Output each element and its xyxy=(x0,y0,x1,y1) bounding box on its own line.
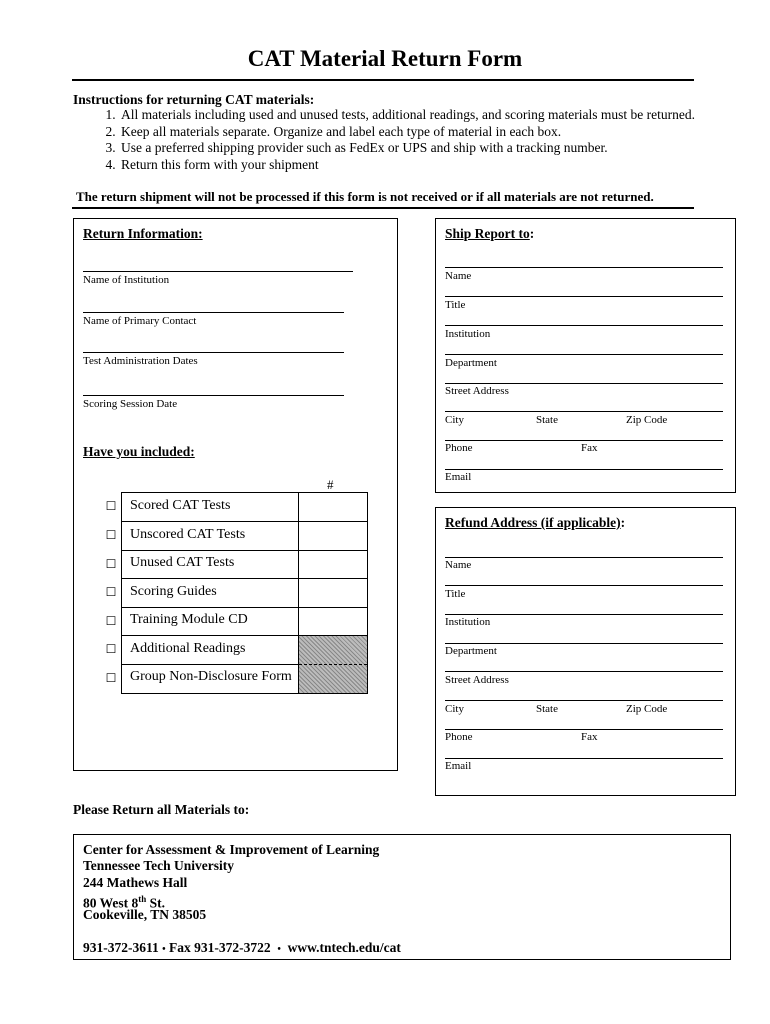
refund-state-label: State xyxy=(536,703,558,715)
ship-street-label: Street Address xyxy=(445,385,509,397)
refund-email-label: Email xyxy=(445,760,472,772)
ship-report-heading: Ship Report to: xyxy=(445,226,535,241)
item-training-cd: Training Module CD xyxy=(130,612,248,627)
refund-title-line[interactable] xyxy=(445,614,723,615)
return-information-heading: Return Information: xyxy=(83,226,203,241)
instruction-item: 2. Keep all materials separate. Organize and label each type of material in each box. xyxy=(119,124,719,141)
checkbox-unused-tests[interactable]: ☐ xyxy=(105,557,117,571)
ship-phone-label: Phone xyxy=(445,442,473,454)
instruction-item: 4. Return this form with your shipment xyxy=(119,157,719,174)
instruction-item: 1. All materials including used and unused tests, additional readings, and scoring materials must be returned. xyxy=(119,107,719,124)
refund-street-line[interactable] xyxy=(445,700,723,701)
address-city: Cookeville, TN 38505 xyxy=(83,907,207,922)
refund-phone-line[interactable] xyxy=(445,758,723,759)
phone-number: 931-372-3611 xyxy=(83,940,159,955)
ship-name-line[interactable] xyxy=(445,296,723,297)
ship-zip-label: Zip Code xyxy=(626,414,668,426)
website-link[interactable]: www.tntech.edu/cat xyxy=(287,940,401,955)
ship-city-line[interactable] xyxy=(445,440,723,441)
ship-phone-line[interactable] xyxy=(445,469,723,470)
primary-contact-line[interactable] xyxy=(83,312,344,313)
count-column-header: # xyxy=(327,477,334,492)
return-to-heading: Please Return all Materials to: xyxy=(73,802,250,817)
ship-institution-label: Institution xyxy=(445,328,491,340)
ship-department-label: Department xyxy=(445,357,497,369)
ship-title-line[interactable] xyxy=(445,325,723,326)
checkbox-training-cd[interactable]: ☐ xyxy=(105,614,117,628)
refund-title-label: Title xyxy=(445,588,466,600)
refund-department-label: Department xyxy=(445,645,497,657)
checkbox-additional-readings[interactable]: ☐ xyxy=(105,642,117,656)
refund-zip-label: Zip Code xyxy=(626,703,668,715)
refund-street-label: Street Address xyxy=(445,674,509,686)
ship-title-label: Title xyxy=(445,299,466,311)
refund-city-line[interactable] xyxy=(445,729,723,730)
refund-name-label: Name xyxy=(445,559,472,571)
instructions-list xyxy=(73,107,719,173)
item-group-nda: Group Non-Disclosure Form xyxy=(130,669,292,684)
count-scored-tests[interactable] xyxy=(299,493,365,520)
refund-institution-label: Institution xyxy=(445,616,491,628)
checkbox-scored-tests[interactable]: ☐ xyxy=(105,499,117,513)
instruction-item: 3. Use a preferred shipping provider such as FedEx or UPS and ship with a tracking number. xyxy=(119,140,719,157)
ship-institution-line[interactable] xyxy=(445,354,723,355)
ship-state-label: State xyxy=(536,414,558,426)
scoring-date-line[interactable] xyxy=(83,395,344,396)
refund-phone-label: Phone xyxy=(445,731,473,743)
item-unscored-tests: Unscored CAT Tests xyxy=(130,527,246,542)
address-university: Tennessee Tech University xyxy=(83,858,235,873)
institution-line[interactable] xyxy=(83,271,353,272)
title-divider xyxy=(72,79,694,81)
admin-dates-label: Test Administration Dates xyxy=(83,355,198,367)
instructions-heading: Instructions for returning CAT materials: xyxy=(73,92,315,107)
ship-street-line[interactable] xyxy=(445,411,723,412)
processing-warning: The return shipment will not be processed if this form is not received or if all materials are not returned. xyxy=(76,189,654,204)
primary-contact-label: Name of Primary Contact xyxy=(83,315,197,327)
admin-dates-line[interactable] xyxy=(83,352,344,353)
refund-city-label: City xyxy=(445,703,464,715)
checkbox-group-nda[interactable]: ☐ xyxy=(105,671,117,685)
ship-email-label: Email xyxy=(445,471,472,483)
refund-address-heading: Refund Address (if applicable): xyxy=(445,515,626,530)
address-street: 80 West 8th St. xyxy=(83,894,166,911)
item-additional-readings: Additional Readings xyxy=(130,641,246,656)
ship-city-label: City xyxy=(445,414,464,426)
page-title: CAT Material Return Form xyxy=(247,46,523,71)
institution-label: Name of Institution xyxy=(83,274,170,286)
ship-fax-label: Fax xyxy=(581,442,598,454)
address-contact-line xyxy=(83,940,401,959)
item-scored-tests: Scored CAT Tests xyxy=(130,498,231,513)
fax-number: Fax 931-372-3722 xyxy=(169,940,271,955)
count-training-cd[interactable] xyxy=(299,607,365,634)
count-unscored-tests[interactable] xyxy=(299,522,365,549)
refund-name-line[interactable] xyxy=(445,585,723,586)
item-scoring-guides: Scoring Guides xyxy=(130,584,217,599)
refund-institution-line[interactable] xyxy=(445,643,723,644)
item-unused-tests: Unused CAT Tests xyxy=(130,555,235,570)
checkbox-scoring-guides[interactable]: ☐ xyxy=(105,585,117,599)
refund-fax-label: Fax xyxy=(581,731,598,743)
address-building: 244 Mathews Hall xyxy=(83,875,188,890)
scoring-date-label: Scoring Session Date xyxy=(83,398,178,410)
instructions-divider xyxy=(72,207,694,209)
bullet-icon: • xyxy=(162,944,166,955)
checklist-heading: Have you included: xyxy=(83,444,195,459)
count-unused-tests[interactable] xyxy=(299,550,365,577)
refund-department-line[interactable] xyxy=(445,671,723,672)
count-scoring-guides[interactable] xyxy=(299,579,365,606)
checkbox-unscored-tests[interactable]: ☐ xyxy=(105,528,117,542)
ship-department-line[interactable] xyxy=(445,383,723,384)
bullet-icon: • xyxy=(277,944,281,955)
ship-name-label: Name xyxy=(445,270,472,282)
address-org: Center for Assessment & Improvement of Learning xyxy=(83,842,380,857)
